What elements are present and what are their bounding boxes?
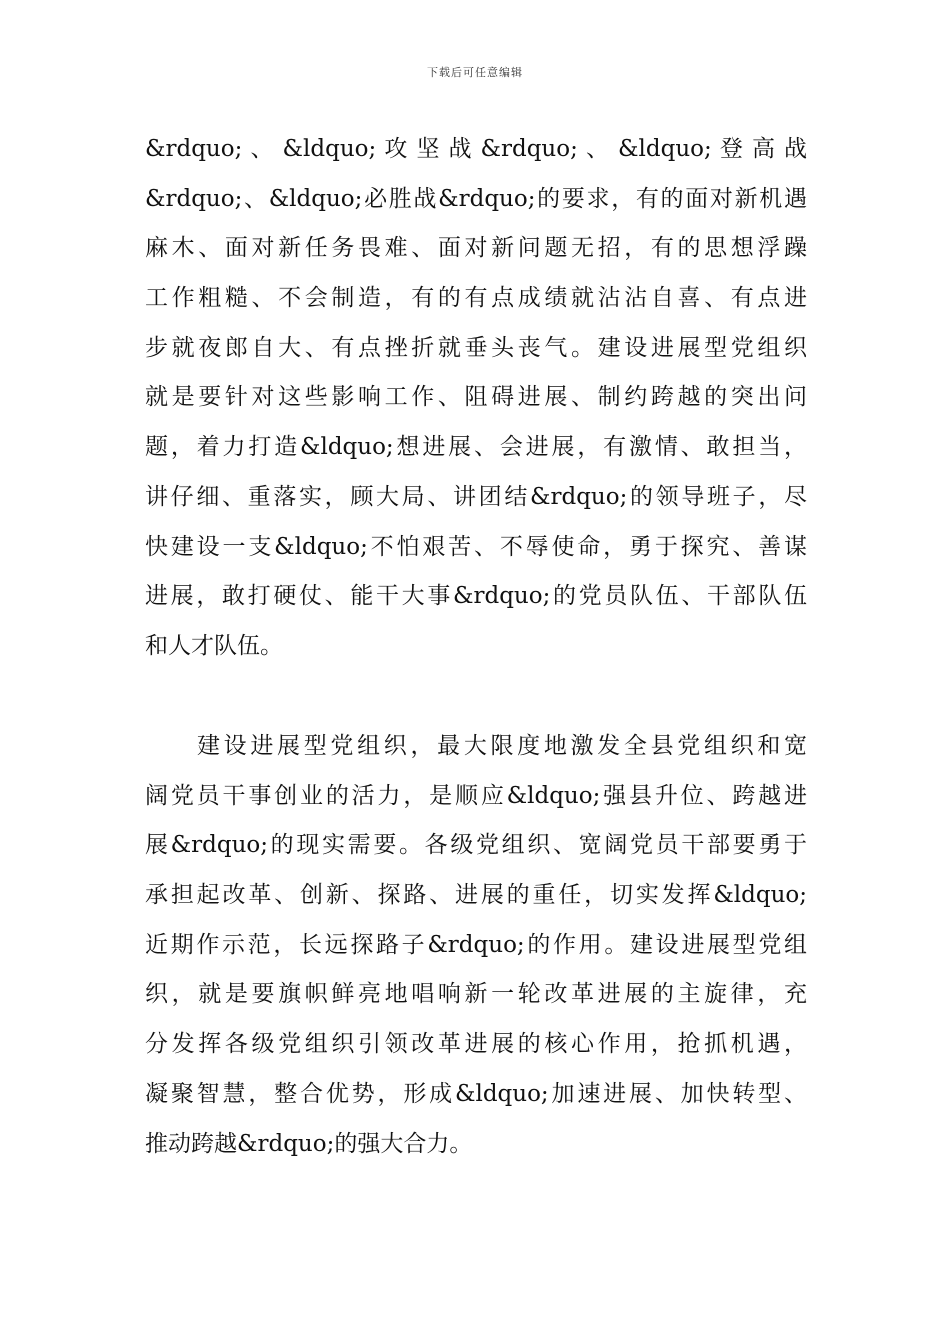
text-line: 阔党员干事创业的活力，是顺应&ldquo;强县升位、跨越进 <box>145 782 807 809</box>
text-line: 织，就是要旗帜鲜亮地唱响新一轮改革进展的主旋律，充 <box>145 981 807 1008</box>
text-line: &rdquo;、&ldquo;必胜战&rdquo;的要求，有的面对新机遇 <box>145 185 807 212</box>
text-line: 承担起改革、创新、探路、进展的重任，切实发挥&ldquo; <box>145 882 807 909</box>
page-header: 下载后可任意编辑 <box>427 66 523 79</box>
text-line: 就是要针对这些影响工作、阻碍进展、制约跨越的突出问 <box>145 384 807 411</box>
text-line: 步就夜郎自大、有点挫折就垂头丧气。建设进展型党组织 <box>145 334 807 361</box>
text-line: 快建设一支&ldquo;不怕艰苦、不辱使命，勇于探究、善谋 <box>145 533 807 560</box>
text-line: 讲仔细、重落实，顾大局、讲团结&rdquo;的领导班子，尽 <box>145 483 807 510</box>
text-line: 近期作示范，长远探路子&rdquo;的作用。建设进展型党组 <box>145 931 807 958</box>
text-line: 推动跨越&rdquo;的强大合力。 <box>145 1130 473 1157</box>
text-line: 建设进展型党组织，最大限度地激发全县党组织和宽 <box>197 733 807 759</box>
text-line: 麻木、面对新任务畏难、面对新问题无招，有的思想浮躁 <box>145 235 807 262</box>
paragraph-1 <box>145 125 807 672</box>
paragraph-2 <box>145 722 807 1169</box>
text-line: 题，着力打造&ldquo;想进展、会进展，有激情、敢担当， <box>145 434 807 461</box>
text-line: &rdquo; 、 &ldquo; 攻 坚 战 &rdquo; 、 &ldquo; 登 高 战 <box>145 136 807 162</box>
text-line: 分发挥各级党组织引领改革进展的核心作用，抢抓机遇， <box>145 1031 807 1058</box>
text-line: 工作粗糙、不会制造，有的有点成绩就沾沾自喜、有点进 <box>145 285 807 312</box>
text-line: 展&rdquo;的现实需要。各级党组织、宽阔党员干部要勇于 <box>145 832 807 859</box>
text-line: 凝聚智慧，整合优势，形成&ldquo;加速进展、加快转型、 <box>145 1080 807 1107</box>
text-line: 进展，敢打硬仗、能干大事&rdquo;的党员队伍、干部队伍 <box>145 583 807 610</box>
text-line: 和人才队伍。 <box>145 632 283 659</box>
